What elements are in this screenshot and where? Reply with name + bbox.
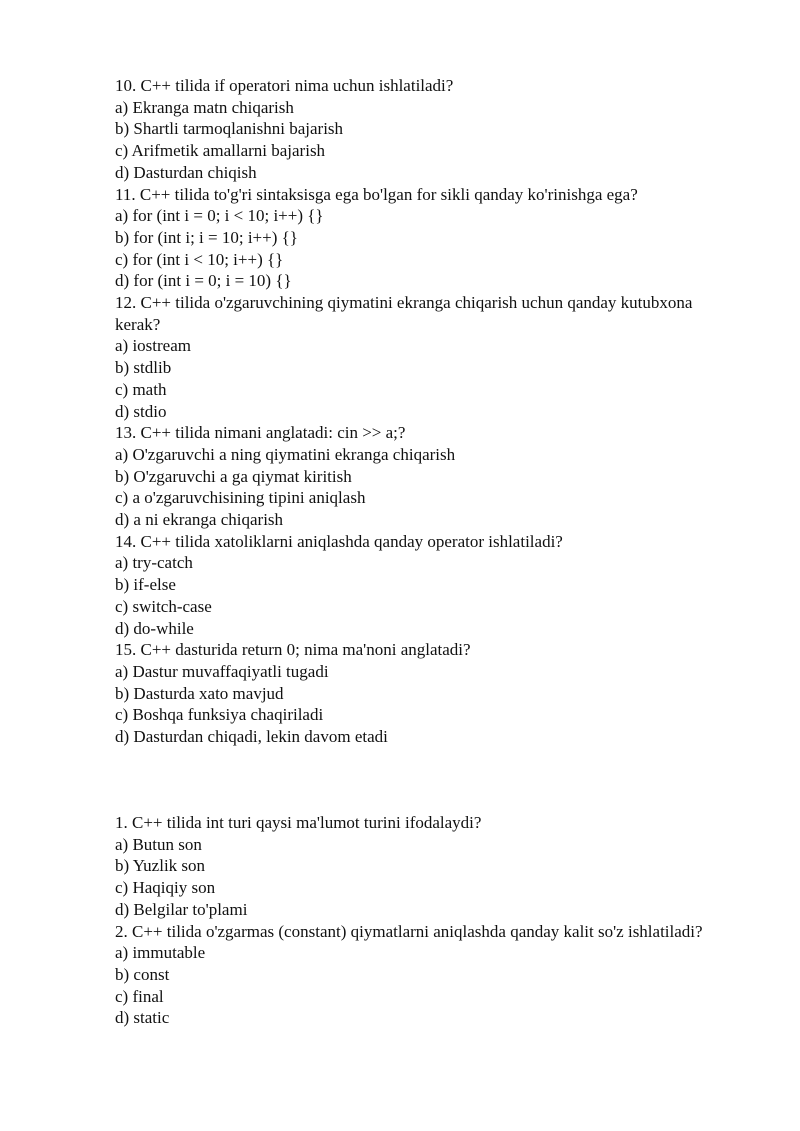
question-item	[115, 292, 715, 422]
answer-option: c) math	[115, 379, 167, 399]
answer-option: d) Dasturdan chiqadi, lekin davom etadi	[115, 727, 388, 747]
question-block-b	[115, 812, 715, 1029]
answer-option: d) stdio	[115, 401, 167, 421]
answer-option: b) for (int i; i = 10; i++) {}	[115, 227, 298, 247]
question-text: 1. C++ tilida int turi qaysi ma'lumot turini ifodalaydi?	[115, 813, 482, 832]
question-item	[115, 422, 715, 531]
answer-option: a) Butun son	[115, 834, 202, 854]
answer-option: d) a ni ekranga chiqarish	[115, 510, 284, 530]
answer-option: d) do-while	[115, 618, 194, 638]
answer-option: c) Boshqa funksiya chaqiriladi	[115, 705, 324, 725]
question-text: 2. C++ tilida o'zgarmas (constant) qiymatlarni aniqlashda qanday kalit so'z ishlatiladi?	[115, 921, 703, 941]
answer-option: c) a o'zgaruvchisining tipini aniqlash	[115, 488, 366, 508]
question-item	[115, 531, 715, 640]
question-text: 11. C++ tilida to'g'ri sintaksisga ega bo'lgan for sikli qanday ko'rinishga ega?	[115, 184, 638, 204]
question-text: 12. C++ tilida o'zgaruvchining qiymatini ekranga chiqarish uchun qanday kutubxona kerak?	[115, 293, 693, 334]
answer-option: b) O'zgaruvchi a ga qiymat kiritish	[115, 466, 352, 486]
answer-option: b) const	[115, 964, 170, 984]
question-item	[115, 639, 715, 748]
answer-option: d) Dasturdan chiqish	[115, 162, 257, 182]
answer-option: a) iostream	[115, 336, 191, 356]
question-text: 10. C++ tilida if operatori nima uchun ishlatiladi?	[115, 76, 454, 95]
answer-option: a) for (int i = 0; i < 10; i++) {}	[115, 206, 324, 226]
answer-option: b) if-else	[115, 575, 176, 595]
question-item	[115, 812, 715, 921]
question-item	[115, 184, 715, 293]
answer-option: d) for (int i = 0; i = 10) {}	[115, 271, 292, 291]
question-text: 14. C++ tilida xatoliklarni aniqlashda qanday operator ishlatiladi?	[115, 531, 563, 551]
answer-option: a) Ekranga matn chiqarish	[115, 97, 294, 117]
question-block-a	[115, 75, 715, 748]
answer-option: c) Arifmetik amallarni bajarish	[115, 141, 326, 161]
question-item	[115, 921, 715, 1030]
answer-option: b) Dasturda xato mavjud	[115, 683, 284, 703]
answer-option: a) try-catch	[115, 553, 193, 573]
answer-option: b) stdlib	[115, 358, 172, 378]
answer-option: b) Shartli tarmoqlanishni bajarish	[115, 119, 344, 139]
answer-option: a) immutable	[115, 943, 206, 963]
answer-option: c) final	[115, 986, 164, 1006]
answer-option: a) O'zgaruvchi a ning qiymatini ekranga chiqarish	[115, 444, 456, 464]
answer-option: d) Belgilar to'plami	[115, 899, 248, 919]
answer-option: d) static	[115, 1008, 170, 1028]
answer-option: c) Haqiqiy son	[115, 878, 216, 898]
answer-option: b) Yuzlik son	[115, 856, 206, 876]
question-item	[115, 75, 715, 184]
answer-option: a) Dastur muvaffaqiyatli tugadi	[115, 661, 329, 681]
question-text: 15. C++ dasturida return 0; nima ma'noni anglatadi?	[115, 640, 471, 660]
answer-option: c) switch-case	[115, 596, 212, 616]
answer-option: c) for (int i < 10; i++) {}	[115, 249, 284, 269]
question-text: 13. C++ tilida nimani anglatadi: cin >> a;?	[115, 423, 406, 443]
